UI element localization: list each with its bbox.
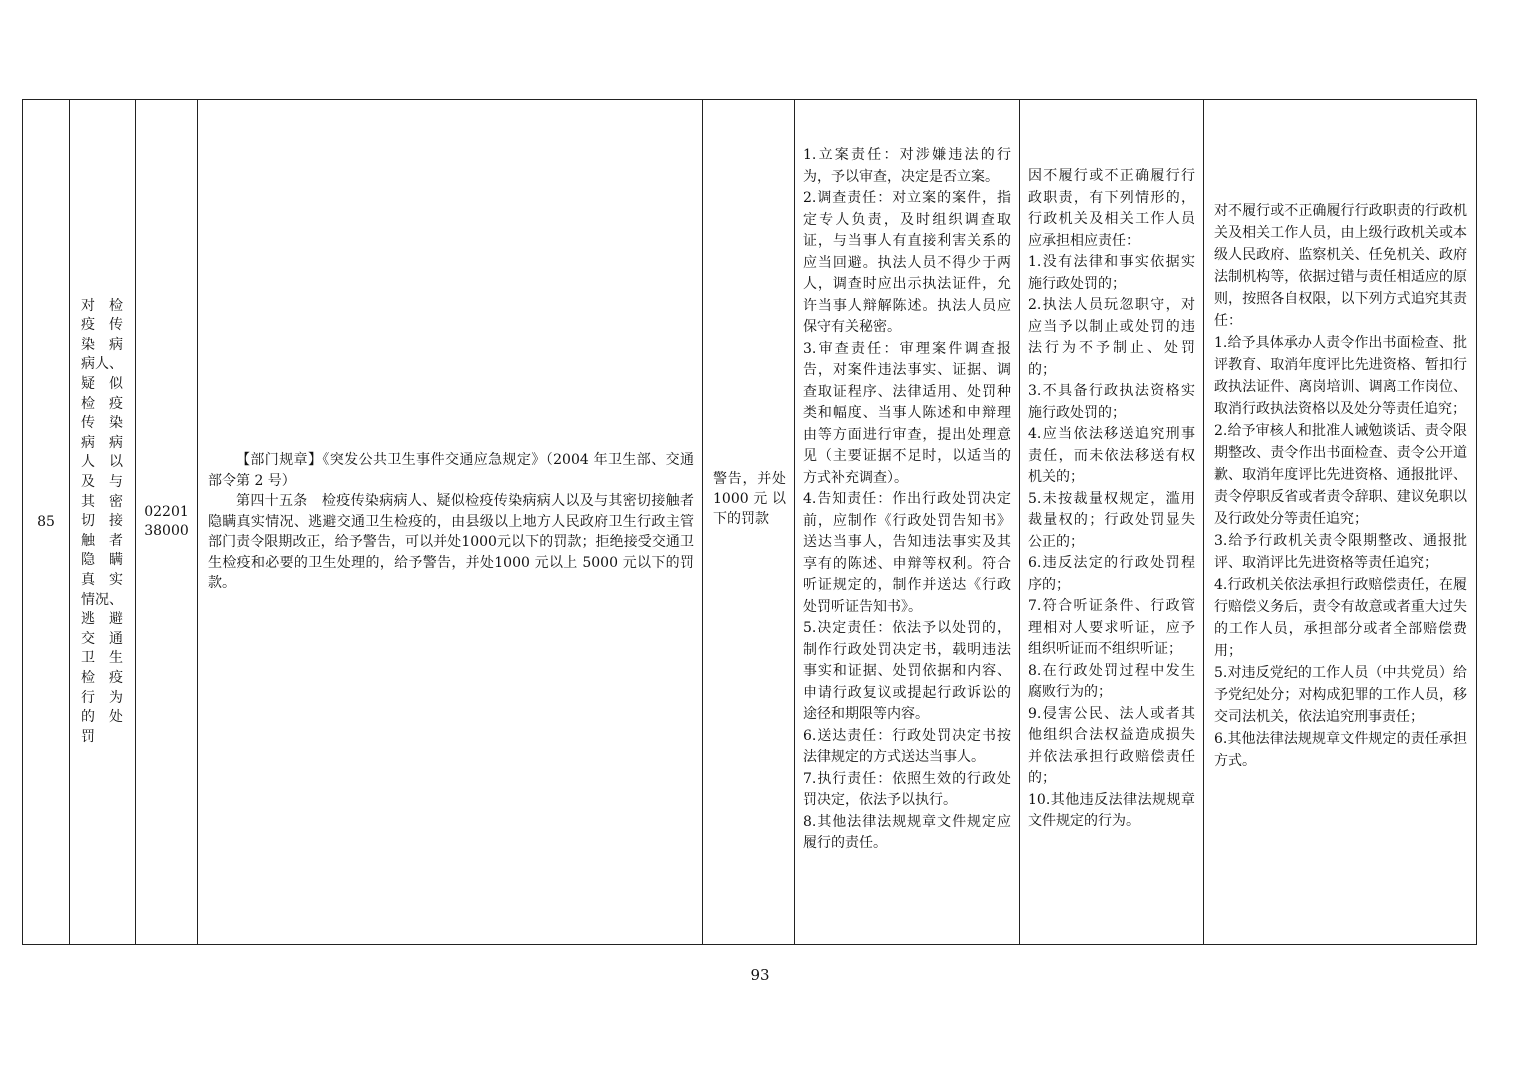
accountability-intro: 对不履行或不正确履行行政职责的行政机关及相关工作人员，由上级行政机关或本级人民政府、监察机关、任免机关、政府法制机构等，依据过错与责任相适应的原则，按照各自权限，以下列方式追究其责任： [1214, 203, 1467, 329]
blame-item: 9.侵害公民、法人或者其他组织合法权益造成损失并依法承担行政赔偿责任的； [1028, 705, 1195, 786]
accountability-item: 6.其他法律法规规章文件规定的责任承担方式。 [1214, 731, 1467, 769]
blame-cell [1020, 100, 1204, 945]
item-name: 对 检 疫 传 染 病 病人、 疑 似 检 疫 传 染 病 病 人 以 及 与 其 密 切 接 触 者 隐 瞒 真 实 情况、 逃 避 交 通 卫 生 检 疫 行 为 的 处 罚 [81, 297, 123, 745]
duty-item: 7.执行责任：依照生效的行政处罚决定，依法予以执行。 [803, 770, 1011, 808]
accountability-item: 2.给予审核人和批准人诫勉谈话、责令限期整改、责令作出书面检查、责令公开道歉、取消年度评比先进资格、通报批评、责令停职反省或者责令辞职、建议免职以及行政处分等责任追究； [1214, 423, 1467, 527]
blame-item: 10.其他违反法律法规规章文件规定的行为。 [1028, 791, 1195, 829]
item-number-cell [23, 100, 70, 945]
blame-item: 6.违反法定的行政处罚程序的； [1028, 555, 1195, 593]
blame-item: 3.不具备行政执法资格实施行政处罚的； [1028, 383, 1195, 421]
duty-item: 8.其他法律法规规章文件规定应履行的责任。 [803, 813, 1011, 851]
blame-intro: 因不履行或不正确履行行政职责，有下列情形的，行政机关及相关工作人员应承担相应责任： [1028, 168, 1195, 249]
legal-basis-article: 第四十五条 检疫传染病病人、疑似检疫传染病病人以及与其密切接触者隐瞒真实情况、逃避交通卫生检疫的，由县级以上地方人民政府卫生行政主管部门责令限期改正，给予警告，可以并处1000元以下的罚款；拒绝接受交通卫生检疫和必要的卫生处理的，给予警告，并处1000 元以上 5000 元以下的罚款。 [208, 493, 694, 592]
duty-item: 5.决定责任：依法予以处罚的，制作行政处罚决定书，载明违法事实和证据、处罚依据和内容、申请行政复议或提起行政诉讼的途径和期限等内容。 [803, 620, 1011, 722]
page-number: 93 [750, 966, 770, 984]
duty-item: 3.审查责任：审理案件调查报告，对案件违法事实、证据、调查取证程序、法律适用、处罚种类和幅度、当事人陈述和申辩理由等方面进行审查，提出处理意见（主要证据不足时，以适当的方式补充调查）。 [803, 340, 1011, 486]
table-row [23, 100, 1477, 945]
duty-list [803, 145, 1011, 855]
legal-basis-cell [198, 100, 703, 945]
blame-item: 5.未按裁量权规定，滥用裁量权的；行政处罚显失公正的； [1028, 490, 1195, 550]
blame-item: 1.没有法律和事实依据实施行政处罚的； [1028, 254, 1195, 292]
accountability-cell [1204, 100, 1477, 945]
blame-item: 7.符合听证条件、行政管理相对人要求听证，应予组织听证而不组织听证； [1028, 598, 1195, 657]
item-code-cell [136, 100, 198, 945]
duty-item: 2.调查责任：对立案的案件，指定专人负责，及时组织调查取证，与当事人有直接利害关系的应当回避。执法人员不得少于两人，调查时应出示执法证件，允许当事人辩解陈述。执法人员应保守有关秘密。 [803, 190, 1011, 335]
blame-item: 8.在行政处罚过程中发生腐败行为的； [1028, 662, 1195, 700]
accountability-item: 5.对违反党纪的工作人员（中共党员）给予党纪处分；对构成犯罪的工作人员，移交司法机关，依法追究刑事责任； [1214, 665, 1467, 725]
blame-item: 4.应当依法移送追究刑事责任，而未依法移送有权机关的； [1028, 426, 1195, 485]
accountability-item: 3.给予行政机关责令限期整改、通报批评、取消评比先进资格等责任追究； [1214, 533, 1467, 571]
penalty-cell [703, 100, 795, 945]
blame-list [1028, 166, 1195, 833]
item-name-cell [70, 100, 136, 945]
duty-cell [795, 100, 1020, 945]
accountability-item: 4.行政机关依法承担行政赔偿责任，在履行赔偿义务后，责令有故意或者重大过失的工作人员，承担部分或者全部赔偿费用； [1214, 577, 1467, 659]
accountability-list [1214, 200, 1467, 772]
blame-item: 2.执法人员玩忽职守，对应当予以制止或处罚的违法行为不予制止、处罚的； [1028, 297, 1195, 378]
penalty-text: 警告，并处1000元以下的罚款 [713, 471, 786, 527]
item-code-line1: 02201 [144, 504, 189, 520]
duty-item: 1.立案责任：对涉嫌违法的行为，予以审查，决定是否立案。 [803, 147, 1011, 185]
accountability-item: 1.给予具体承办人责令作出书面检查、批评教育、取消年度评比先进资格、暂扣行政执法证件、离岗培训、调离工作岗位、取消行政执法资格以及处分等责任追究； [1214, 335, 1467, 417]
legal-basis-source: 【部门规章】《突发公共卫生事件交通应急规定》（2004 年卫生部、交通部令第 2 号） [208, 452, 694, 489]
power-list-table [22, 99, 1477, 945]
item-number: 85 [37, 514, 55, 530]
item-code-line2: 38000 [144, 523, 189, 539]
duty-item: 6.送达责任：行政处罚决定书按法律规定的方式送达当事人。 [803, 727, 1011, 765]
duty-item: 4.告知责任：作出行政处罚决定前，应制作《行政处罚告知书》送达当事人，告知违法事实及其享有的陈述、申辩等权利。符合听证规定的，制作并送达《行政处罚听证告知书》。 [803, 491, 1011, 615]
